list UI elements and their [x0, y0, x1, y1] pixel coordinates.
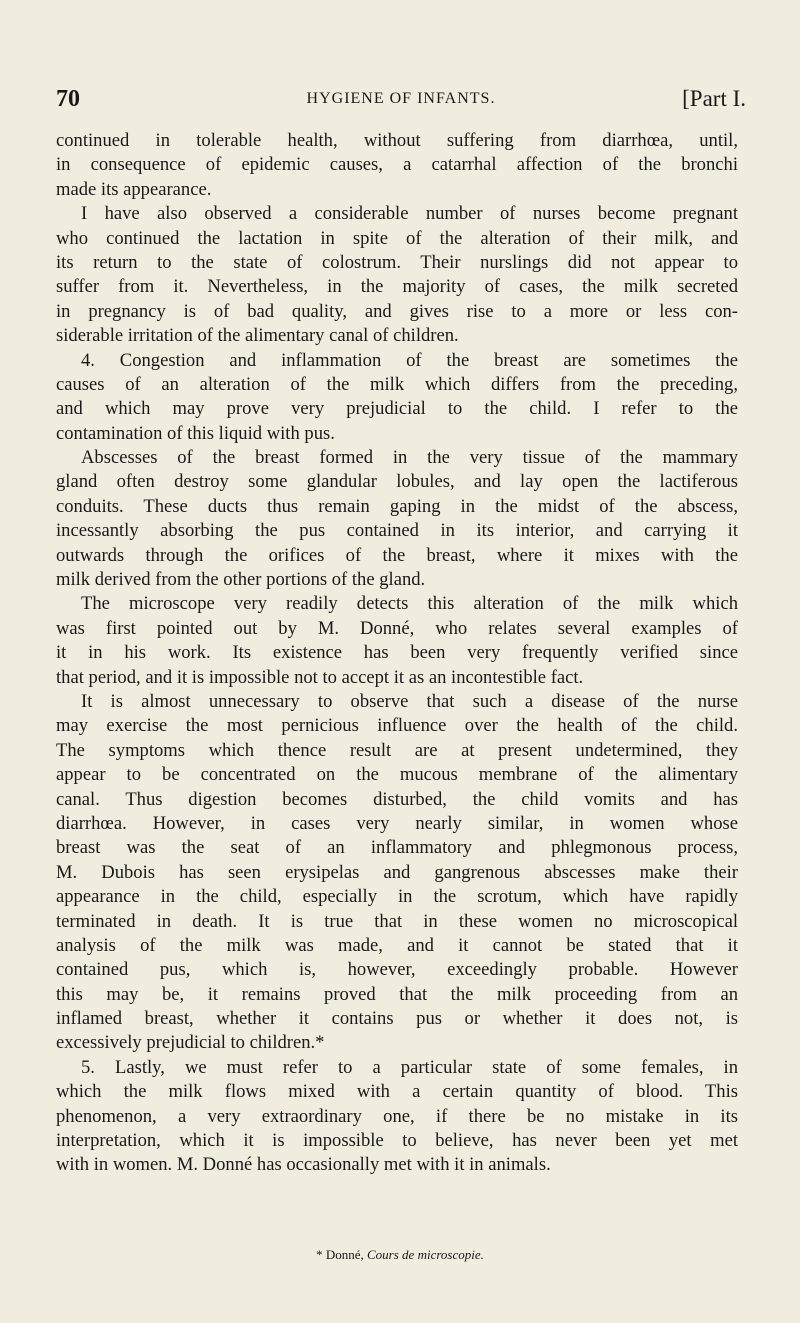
- page-number: 70: [56, 86, 80, 112]
- text-line: It is almost unnecessary to observe that such a disease of the nurse: [81, 690, 738, 712]
- text-line: this may be, it remains proved that the milk proceeding from an: [56, 983, 738, 1005]
- text-line: causes of an alteration of the milk which differs from the preceding,: [56, 373, 738, 395]
- text-line: continued in tolerable health, without suffering from diarrhœa, until,: [56, 130, 738, 151]
- text-line: analysis of the milk was made, and it cannot be stated that it: [56, 934, 738, 956]
- text-line: siderable irritation of the alimentary canal of children.: [56, 325, 459, 347]
- text-line: was first pointed out by M. Donné, who relates several examples of: [56, 617, 738, 639]
- text-line: conduits. These ducts thus remain gaping in the midst of the abscess,: [56, 495, 738, 517]
- body-text: [56, 129, 738, 1178]
- page-header: [56, 86, 746, 114]
- running-title: HYGIENE OF INFANTS.: [306, 90, 496, 107]
- text-line: The microscope very readily detects this alteration of the milk which: [81, 593, 738, 615]
- text-line: phenomenon, a very extraordinary one, if there be no mistake in its: [56, 1105, 738, 1127]
- footnote-author: Donné,: [325, 1247, 364, 1262]
- text-line: diarrhœa. However, in cases very nearly similar, in women whose: [56, 812, 738, 834]
- text-line: contamination of this liquid with pus.: [56, 422, 335, 444]
- text-line: that period, and it is impossible not to accept it as an incontestible fact.: [56, 666, 584, 688]
- text-line: outwards through the orifices of the breast, where it mixes with the: [56, 544, 738, 566]
- text-line: breast was the seat of an inflammatory and phlegmonous process,: [56, 837, 738, 859]
- footnote-title: Cours de microscopie.: [367, 1247, 484, 1262]
- text-line: canal. Thus digestion becomes disturbed, the child vomits and has: [56, 788, 738, 810]
- text-line: suffer from it. Nevertheless, in the majority of cases, the milk secreted: [56, 276, 738, 298]
- text-line: it in his work. Its existence has been very frequently verified since: [56, 642, 738, 664]
- text-line: Abscesses of the breast formed in the very tissue of the mammary: [81, 447, 738, 469]
- text-line: excessively prejudicial to children.*: [56, 1032, 325, 1054]
- part-label: [Part I.: [682, 86, 746, 111]
- text-line: which the milk flows mixed with a certain quantity of blood. This: [56, 1081, 738, 1103]
- footnote: [0, 1247, 800, 1263]
- text-line: incessantly absorbing the pus contained in its interior, and carrying it: [56, 520, 738, 542]
- text-line: with in women. M. Donné has occasionally met with it in animals.: [56, 1154, 551, 1176]
- text-line: M. Dubois has seen erysipelas and gangrenous abscesses make their: [56, 861, 738, 883]
- text-line: The symptoms which thence result are at present undetermined, they: [56, 739, 738, 761]
- text-line: terminated in death. It is true that in these women no microscopical: [56, 910, 738, 932]
- text-line: interpretation, which it is impossible to believe, has never been yet met: [56, 1130, 738, 1152]
- text-line: 4. Congestion and inflammation of the breast are sometimes the: [81, 349, 738, 371]
- text-line: milk derived from the other portions of the gland.: [56, 569, 426, 591]
- text-line: appear to be concentrated on the mucous membrane of the alimentary: [56, 764, 738, 786]
- text-line: made its appearance.: [56, 178, 212, 200]
- text-line: in pregnancy is of bad quality, and gives rise to a more or less con-: [56, 300, 738, 322]
- text-line: may exercise the most pernicious influence over the health of the child.: [56, 715, 738, 737]
- footnote-marker: *: [316, 1247, 323, 1262]
- text-line: in consequence of epidemic causes, a catarrhal affection of the bronchi: [56, 154, 738, 176]
- text-line: contained pus, which is, however, exceedingly probable. However: [56, 959, 738, 981]
- text-line: its return to the state of colostrum. Their nurslings did not appear to: [56, 251, 738, 273]
- text-line: 5. Lastly, we must refer to a particular state of some females, in: [81, 1056, 738, 1078]
- text-line: and which may prove very prejudicial to the child. I refer to the: [56, 398, 738, 420]
- text-line: gland often destroy some glandular lobules, and lay open the lactiferous: [56, 471, 738, 493]
- text-line: inflamed breast, whether it contains pus or whether it does not, is: [56, 1008, 738, 1030]
- text-line: appearance in the child, especially in the scrotum, which have rapidly: [56, 886, 738, 908]
- text-line: who continued the lactation in spite of the alteration of their milk, and: [56, 227, 738, 249]
- text-line: I have also observed a considerable number of nurses become pregnant: [81, 203, 738, 225]
